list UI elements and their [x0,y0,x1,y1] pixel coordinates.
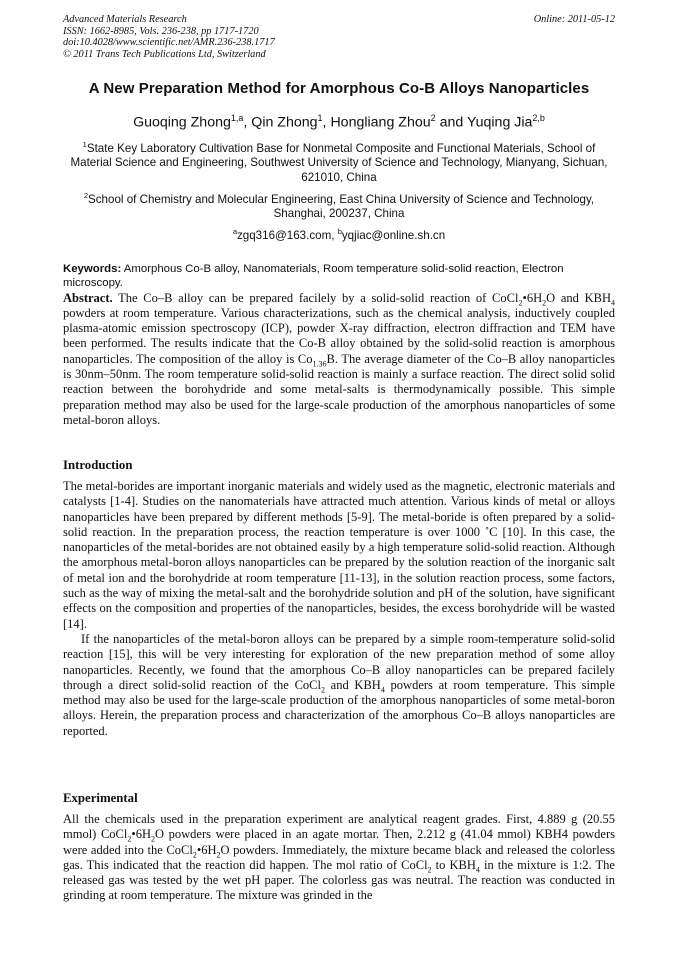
paragraph-text: to KBH [431,857,476,872]
abstract-text: •6H [522,290,543,305]
email-b-mark: b [337,227,342,236]
paper-title: A New Preparation Method for Amorphous Co-B Alloys Nanoparticles [88,80,590,97]
issn-line: ISSN: 1662-8985, Vols. 236-238, pp 1717-1720 [63,25,259,37]
subscript: 2 [427,865,432,875]
author-emails [63,225,615,243]
keywords [63,262,615,291]
abstract-text: The Co–B alloy can be prepared facilely by a solid-solid reaction of CoCl [112,290,519,305]
author-separator: , [243,114,252,131]
subscript: 2 [127,834,132,844]
author-separator: and [435,114,467,131]
subscript: 2 [216,850,221,860]
author-name: Guoqing Zhong [133,114,231,131]
author-affiliation-mark: 1,a [230,113,244,123]
journal-header [63,14,615,60]
affiliation-2-text: School of Chemistry and Molecular Engineering, East China University of Science and Technology, Shanghai, 200237, China [88,192,595,221]
subscript: 2 [542,298,547,308]
paragraph-text: O powders. Immediately, the mixture became black and released the colorless gas. This indicated that the reaction did happen. The mol ratio of CoCl [63,842,615,872]
paragraph-text: •6H [131,827,151,842]
affiliation-2 [63,189,615,222]
experimental-paragraph [63,812,615,904]
affiliation-1 [63,138,615,186]
abstract-text: B. The average diameter of the Co–B alloy nanoparticles is 30nm–50nm. The room temperature solid-solid reaction is mainly a surface reaction. The direct solid solid reaction between the borohydride and some metal-salts is thermodynamically possible. This simple preparation method may also be used for the large-scale production of the amorphous nanoparticles of some metal-boron alloys. [63,351,615,427]
doi-line: doi:10.4028/www.scientific.net/AMR.236-238.1717 [63,37,275,49]
introduction-heading: Introduction [63,458,133,472]
paragraph-text: All the chemicals used in the preparation experiment are analytical reagent grades. First, 4.889 g (20.55 mmol) CoCl [63,812,615,842]
author-name: Yuqing Jia [466,114,533,131]
online-date: Online: 2011-05-12 [533,14,615,25]
paragraph-text: and KBH [324,677,381,692]
paragraph-text: If the nanoparticles of the metal-boron alloys can be prepared by a simple room-temperature solid-solid reaction [15], this will be very interesting for exploration of the new preparation method of some alloy nanoparticles. Recently, we found that the amorphous Co–B alloy nanoparticles can be prepared facilely through a direct solid-solid reaction of the CoCl [63,631,615,692]
email-a[interactable]: zgq316@163.com, [236,228,338,242]
author-name: Hongliang Zhou [330,114,431,131]
email-a-mark: a [232,227,237,236]
subscript: 2 [320,685,325,695]
introduction-paragraph-1: The metal-borides are important inorganic materials and widely used as the magnetic, electronic materials and catalysts [1-4]. Studies on the nanomaterials have attracted much attention. Various kinds of metal or alloys nanoparticles have been prepared by different methods [5-9]. The metal-boride is often prepared by a solid-solid reaction. In the preparation process, the reaction temperature is over 1000 ˚C [10]. In this case, the nanoparticles of the metal-borides are not obtained easily by a high temperature solid-solid reaction. Although the amorphous metal-boron alloys nanoparticles can be prepared by the solution reaction of the inorganic salt of metal ion and the borohydride at room temperature [11-13], in the solution reaction process, some factors, such as the way of mixing the metal-salt and the borohydride solution and pH of the solution, have significant effects on the composition and properties of the nanoparticles, besides, the excess borohydride will be wasted [14]. [63,479,615,631]
subscript: 4 [475,865,480,875]
paragraph-text: •6H [196,842,217,857]
subscript: 2 [192,850,197,860]
keywords-text: Amorphous Co-B alloy, Nanomaterials, Room temperature solid-solid reaction, Electron microscopy. [63,263,564,290]
abstract-text: powders at room temperature. Various characterizations, such as the chemical analysis, inductively coupled plasma-atomic emission spectroscopy (ICP), powder X-ray diffraction, electron diffraction and TEM have been performed. The results indicate that the Co-B alloy obtained by the solid-solid reaction is amorphous nanoparticles. The composition of the alloy is Co [63,305,615,366]
affiliation-1-mark: 1 [82,140,87,149]
subscript: 2 [151,834,155,844]
author-affiliation-mark: 1 [317,113,323,123]
subscript: 4 [611,298,615,308]
experimental-heading: Experimental [63,791,138,805]
author-affiliation-mark: 2 [430,113,436,123]
paragraph-text: in the mixture is 1:2. The released gas was tested by the wet pH paper. The colorless gas was neutral. The reaction was conducted in grinding at room temperature. The mixture was grinded in the [63,857,615,903]
email-b[interactable]: yqjiac@online.sh.cn [341,228,446,242]
author-name: Qin Zhong [251,114,318,131]
keywords-abstract [63,262,615,428]
abstract-text: O and KBH [546,290,611,305]
subscript: 4 [380,685,385,695]
author-separator: , [322,114,331,131]
abstract [63,291,615,429]
subscript: 1.36 [312,359,327,369]
author-list [30,113,648,131]
keywords-label: Keywords: [63,263,122,275]
journal-name: Advanced Materials Research [63,14,187,25]
paragraph-text: powders at room temperature. This simple method may also be used for the large-scale production of the amorphous nanoparticles of some metal-boron alloys. Herein, the preparation process and characterization of the amorphous Co–B alloys nanoparticles are reported. [63,677,615,738]
copyright-line: © 2011 Trans Tech Publications Ltd, Switzerland [63,48,266,60]
subscript: 2 [518,298,523,308]
introduction-paragraph-2 [63,632,615,739]
author-affiliation-mark: 2,b [532,113,545,123]
introduction-body [63,479,615,739]
experimental-body [63,812,615,904]
affiliation-1-text: State Key Laboratory Cultivation Base for Nonmetal Composite and Functional Materials, School of Material Science and Engineering, Southwest University of Science and Technology, Mianyang, Sichuan, 621010, China [70,141,608,185]
paragraph-text: O powders were placed in an agate mortar. Then, 2.212 g (41.04 mmol) KBH4 powders were added into the CoCl [63,827,615,857]
affiliation-2-mark: 2 [83,191,89,200]
abstract-label: Abstract. [63,290,113,305]
